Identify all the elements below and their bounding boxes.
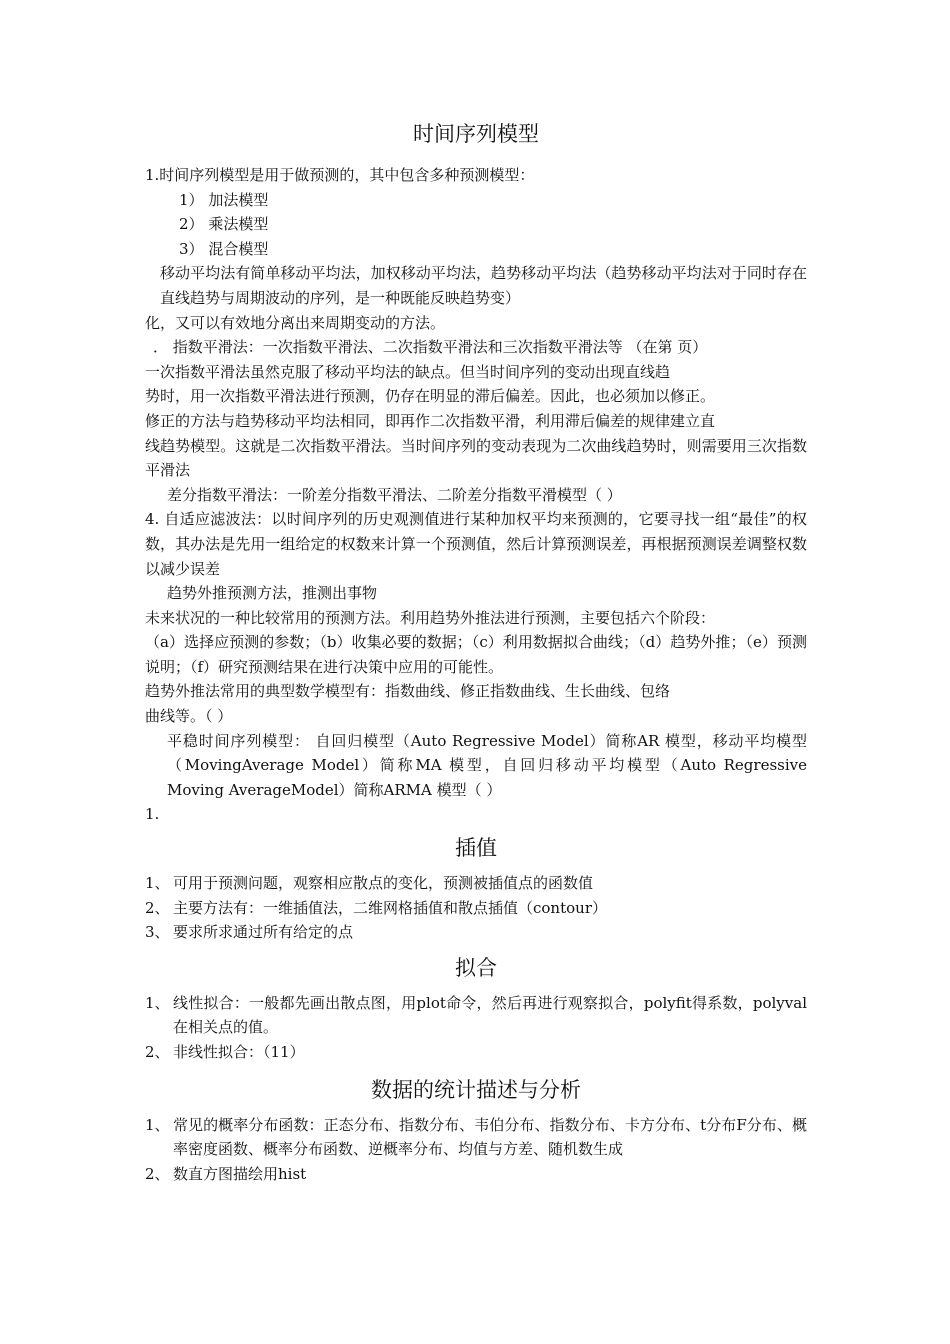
exp-smoothing-heading: ． 指数平滑法：一次指数平滑法、二次指数平滑法和三次指数平滑法等 （在第 页） (153, 338, 708, 357)
section-title-statistics: 数据的统计描述与分析 (371, 1077, 581, 1102)
trend-models-line: 曲线等。（ ） (145, 707, 233, 726)
model-item: 3） 混合模型 (179, 239, 269, 258)
adaptive-filter-paragraph: 4. 自适应滤波法：以时间序列的历史观测值进行某种加权平均来预测的，它要寻找一组“最佳”的权数，其办法是先用一组给定的权数来计算一个预测值，然后计算预测误差，再根据预测误差调整权数以减少误差 (145, 510, 807, 578)
time-series-intro: 1.时间序列模型是用于做预测的，其中包含多种预测模型： (145, 166, 535, 184)
trailing-number: 1. (145, 805, 160, 824)
document-page (145, 0, 807, 1186)
list-item: 1、 常见的概率分布函数：正态分布、指数分布、韦伯分布、指数分布、卡方分布、t分布F分布、概率密度函数、概率分布函数、逆概率分布、均值与方差、随机数生成 (145, 1115, 807, 1159)
trend-stages-paragraph: （a）选择应预测的参数；（b）收集必要的数据；（c）利用数据拟合曲线；（d）趋势外推；（e）预测说明；（f）研究预测结果在进行决策中应用的可能性。 (145, 633, 807, 676)
list-item: 1、 线性拟合：一般都先画出散点图，用plot命令，然后再进行观察拟合，polyfit得系数，polyval在相关点的值。 (145, 993, 807, 1037)
list-item: 3、 要求所求通过所有给定的点 (145, 923, 354, 942)
list-item: 2、 主要方法有：一维插值法，二维网格插值和散点插值（contour） (145, 898, 607, 917)
list-item: 1、 可用于预测问题，观察相应散点的变化，预测被插值点的函数值 (145, 874, 594, 893)
moving-average-continuation: 化，又可以有效地分离出来周期变动的方法。 (145, 313, 446, 332)
trend-extrapolation-line: 趋势外推预测方法，推测出事物 (167, 584, 378, 603)
model-item: 1） 加法模型 (179, 190, 269, 209)
exp-smoothing-line: 势时，用一次指数平滑法进行预测，仍存在明显的滞后偏差。因此，也必须加以修正。 (145, 387, 716, 406)
exp-smoothing-paragraph: 线趋势模型。这就是二次指数平滑法。当时间序列的变动表现为二次曲线趋势时，则需要用三次指数平滑法 (145, 436, 807, 480)
section-title-interpolation: 插值 (455, 836, 497, 861)
model-item: 2） 乘法模型 (179, 215, 269, 234)
moving-average-paragraph: 移动平均法有简单移动平均法，加权移动平均法，趋势移动平均法（趋势移动平均法对于同时存在直线趋势与周期波动的序列，是一种既能反映趋势变） (160, 264, 807, 307)
exp-smoothing-line: 修正的方法与趋势移动平均法相同，即再作二次指数平滑，利用滞后偏差的规律建立直 (145, 411, 716, 430)
exp-smoothing-line: 一次指数平滑法虽然克服了移动平均法的缺点。但当时间序列的变动出现直线趋 (145, 362, 671, 381)
trend-models-line: 趋势外推法常用的典型数学模型有：指数曲线、修正指数曲线、生长曲线、包络 (145, 682, 671, 701)
section-title-fitting: 拟合 (455, 955, 497, 980)
stationary-model-paragraph: 平稳时间序列模型： 自回归模型（Auto Regressive Model）简称AR 模型，移动平均模型（MovingAverage Model）简称MA 模型，自回归移动平均模型（Auto Regressive Moving AverageModel）简称ARMA 模型（ ） (167, 731, 807, 799)
list-item: 2、 非线性拟合：（11） (145, 1043, 305, 1061)
list-item: 2、 数直方图描绘用hist (145, 1164, 307, 1183)
section-title-time-series: 时间序列模型 (413, 122, 539, 146)
diff-smoothing: 差分指数平滑法：一阶差分指数平滑法、二阶差分指数平滑模型（ ） (167, 485, 622, 504)
trend-extrapolation-line: 未来状况的一种比较常用的预测方法。利用趋势外推法进行预测，主要包括六个阶段： (145, 608, 716, 627)
